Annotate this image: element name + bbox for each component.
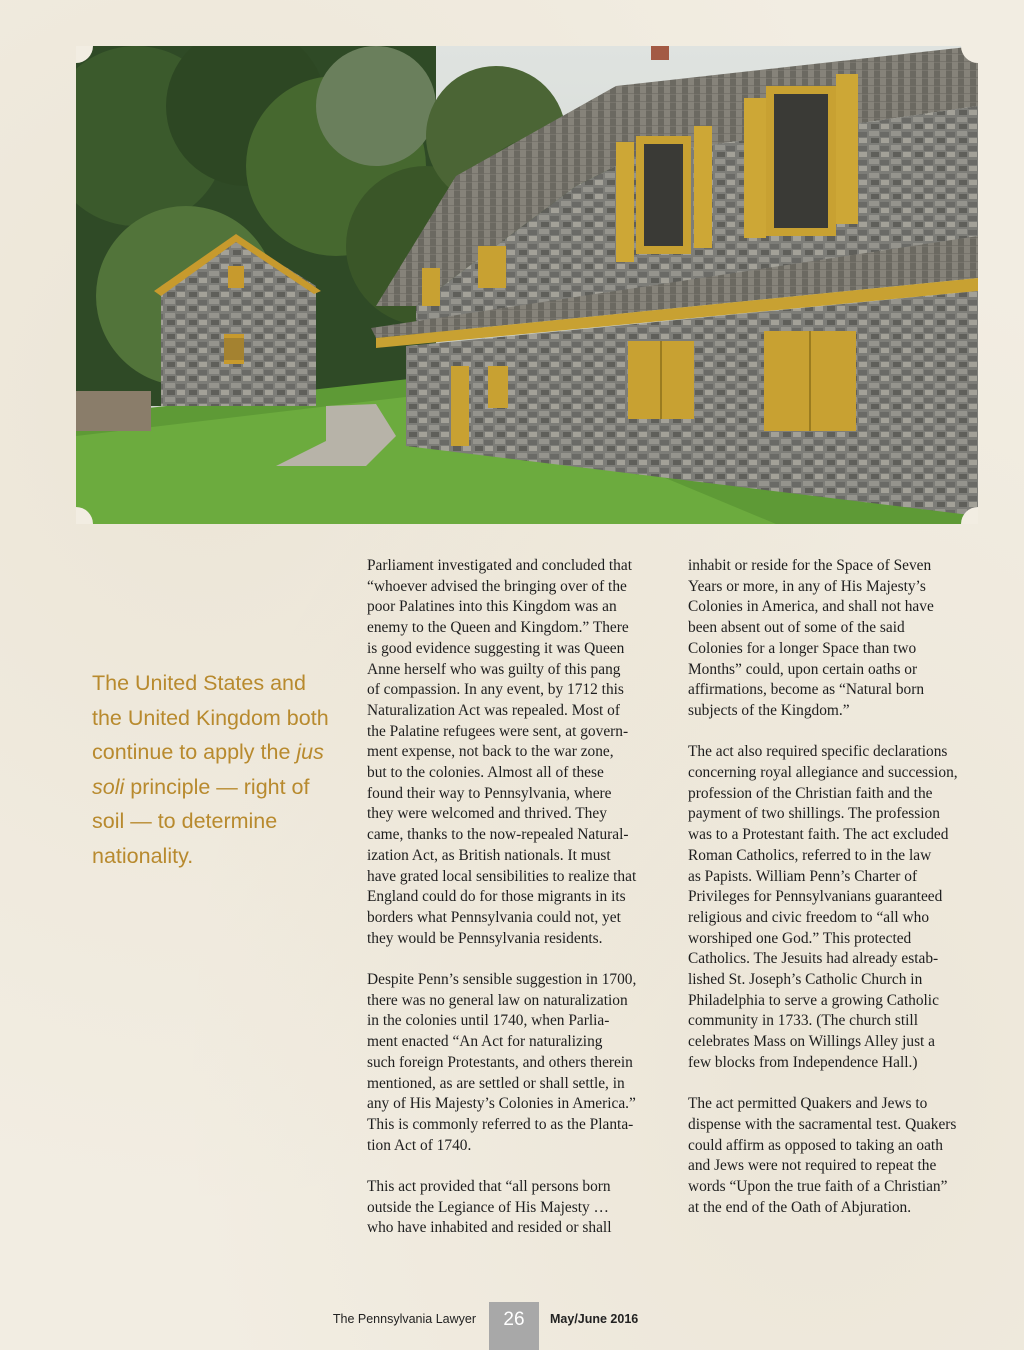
paragraph: This act provided that “all persons born outside the Legiance of His Majesty … who have inhabited and resided or shall bbox=[367, 1178, 612, 1237]
pull-quote bbox=[92, 666, 332, 873]
page-number: 26 bbox=[489, 1302, 539, 1350]
article-column-2 bbox=[688, 556, 980, 1239]
issue-date: May/June 2016 bbox=[550, 1312, 639, 1326]
article-column-1 bbox=[367, 556, 667, 1260]
paragraph: inhabit or reside for the Space of Seven Years or more, in any of His Majesty’s Colonies in America, and shall not have been absent out of some of the said Colonies for a longer Space than two Months” could, upon certain oaths or affirmations, become as “Natural born subjects of the Kingdom.” bbox=[688, 557, 934, 719]
paragraph: The act also required specific declarations concerning royal allegiance and succession, profession of the Christian faith and the payment of two shillings. The profession was to a Protestant faith. The act excluded Roman Catholics, referred to in the law as Papists. William Penn’s Charter of Privileges for Pennsylvanians guaranteed religious and civic freedom to “all who worshiped one God.” This protected Catholics. The Jesuits had already estab- lished St. Joseph’s Catholic Church in Philadelphia to serve a growing Catholic community in 1733. (The church still celebrates Mass on Willings Alley just a few blocks from Independence Hall.) bbox=[688, 743, 958, 1071]
publication-name: The Pennsylvania Lawyer bbox=[332, 1312, 476, 1326]
pull-quote-emphasis: jus soli bbox=[92, 740, 324, 799]
paragraph: Despite Penn’s sensible suggestion in 1700, there was no general law on naturalization in the colonies until 1740, when Parlia- ment enacted “An Act for naturalizing such foreign Protestants, and others therein mentioned, as are settled or shall settle, in any of His Majesty’s Colonies in America.” This is commonly referred to as the Planta- tion Act of 1740. bbox=[367, 971, 637, 1154]
paragraph: Parliament investigated and concluded that “whoever advised the bringing over of the poor Palatines into this Kingdom was an enemy to the Queen and Kingdom.” There is good evidence suggesting it was Queen Anne herself who was guilty of this pang of compassion. In any event, by 1712 this Naturalization Act was repealed. Most of the Palatine refugees were sent, at govern- ment expense, not back to the war zone, but to the colonies. Almost all of these found their way to Pennsylvania, where they were welcomed and thrived. They came, thanks to the now-repealed Natural- ization Act, as British nationals. It must have grated local sensibilities to realize that England could do for those migrants in its borders what Pennsylvania could not, yet they would be Pennsylvania residents. bbox=[367, 557, 637, 947]
pull-quote-text-end: principle — right of soil — to determine nationality. bbox=[92, 774, 310, 868]
pull-quote-text-start: The United States and the United Kingdom both continue to apply the bbox=[92, 671, 329, 764]
page-footer bbox=[0, 1302, 1024, 1350]
paragraph: The act permitted Quakers and Jews to dispense with the sacramental test. Quakers could affirm as opposed to taking an oath and Jews were not required to repeat the words “Upon the true faith of a Christian” at the end of the Oath of Abjuration. bbox=[688, 1095, 957, 1216]
stone-house-photo bbox=[76, 46, 978, 524]
